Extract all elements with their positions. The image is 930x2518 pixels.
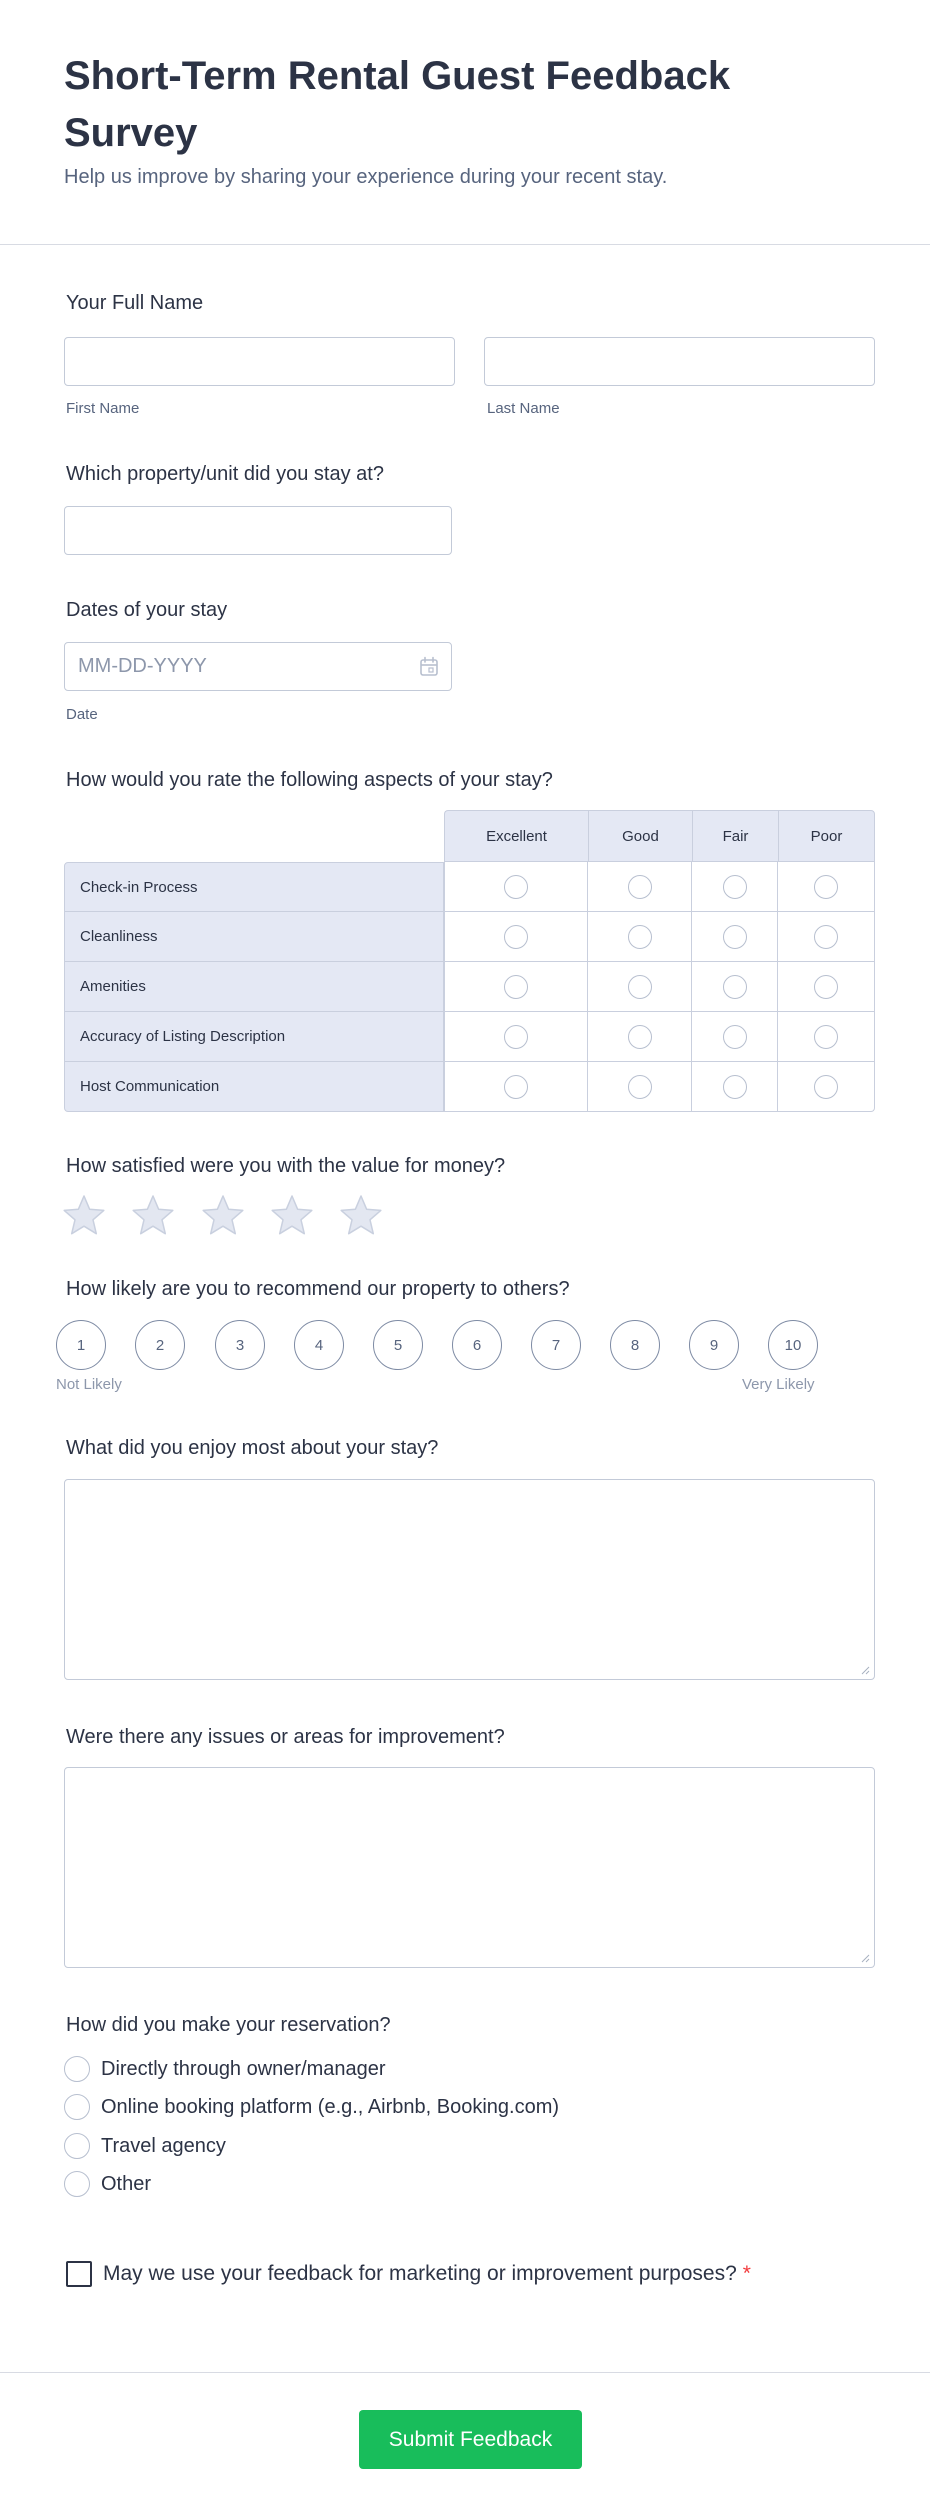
issues-label: Were there any issues or areas for improvement? [66, 1726, 505, 1748]
matrix-cell [588, 862, 692, 912]
footer-divider [0, 2372, 930, 2373]
matrix-cell [588, 1062, 692, 1112]
matrix-radio-good[interactable] [628, 1075, 652, 1099]
date-sublabel: Date [66, 706, 98, 723]
property-input[interactable] [64, 506, 452, 555]
required-mark: * [742, 2262, 751, 2285]
matrix-radio-fair[interactable] [723, 975, 747, 999]
date-placeholder: MM-DD-YYYY [78, 655, 207, 677]
star-icon[interactable] [339, 1194, 383, 1236]
first-name-sublabel: First Name [66, 400, 140, 417]
option-label: Online booking platform (e.g., Airbnb, Booking.com) [101, 2096, 560, 2118]
matrix-cell [588, 1012, 692, 1062]
scale-option-6[interactable]: 6 [452, 1320, 502, 1370]
matrix-radio-poor[interactable] [814, 1025, 838, 1049]
matrix-row-label: Accuracy of Listing Description [64, 1012, 444, 1062]
reservation-label: How did you make your reservation? [66, 2014, 391, 2036]
scale-option-3[interactable]: 3 [215, 1320, 265, 1370]
scale-option-4[interactable]: 4 [294, 1320, 344, 1370]
star-icon[interactable] [62, 1194, 106, 1236]
matrix-cell [778, 1062, 875, 1112]
scale-option-2[interactable]: 2 [135, 1320, 185, 1370]
matrix-row-listing-accuracy [64, 1012, 875, 1062]
matrix-radio-poor[interactable] [814, 1075, 838, 1099]
enjoy-textarea[interactable] [64, 1479, 875, 1680]
matrix-radio-excellent[interactable] [504, 975, 528, 999]
matrix-radio-good[interactable] [628, 1025, 652, 1049]
scale-high-label: Very Likely [742, 1376, 815, 1393]
matrix-radio-fair[interactable] [723, 1025, 747, 1049]
matrix-cell [444, 962, 588, 1012]
matrix-row-amenities [64, 962, 875, 1012]
matrix-radio-fair[interactable] [723, 875, 747, 899]
matrix-row-label: Amenities [64, 962, 444, 1012]
matrix-radio-poor[interactable] [814, 925, 838, 949]
matrix-cell [444, 912, 588, 962]
enjoy-label: What did you enjoy most about your stay? [66, 1437, 439, 1459]
property-label: Which property/unit did you stay at? [66, 463, 384, 485]
matrix-radio-good[interactable] [628, 875, 652, 899]
matrix-cell [692, 962, 778, 1012]
radio-button[interactable] [64, 2094, 90, 2120]
matrix-row-label: Cleanliness [64, 912, 444, 962]
matrix-radio-good[interactable] [628, 975, 652, 999]
matrix-radio-excellent[interactable] [504, 1075, 528, 1099]
star-icon[interactable] [270, 1194, 314, 1236]
matrix-cell [692, 1062, 778, 1112]
consent-checkbox[interactable] [66, 2261, 92, 2287]
first-name-input[interactable] [64, 337, 455, 386]
recommend-label: How likely are you to recommend our property to others? [66, 1278, 570, 1300]
matrix-cell [692, 912, 778, 962]
scale-low-label: Not Likely [56, 1376, 122, 1393]
matrix-radio-excellent[interactable] [504, 925, 528, 949]
radio-button[interactable] [64, 2133, 90, 2159]
matrix-radio-fair[interactable] [723, 925, 747, 949]
matrix-cell [444, 1062, 588, 1112]
submit-button[interactable]: Submit Feedback [359, 2410, 582, 2469]
matrix-column-fair: Fair [692, 810, 778, 862]
value-rating-label: How satisfied were you with the value for money? [66, 1155, 506, 1177]
matrix-row-host-communication [64, 1062, 875, 1112]
scale-option-1[interactable]: 1 [56, 1320, 106, 1370]
matrix-row-label: Host Communication [64, 1062, 444, 1112]
matrix-cell [692, 1012, 778, 1062]
rating-matrix [64, 810, 875, 1110]
resize-grip-icon[interactable] [860, 1953, 870, 1963]
form-title: Short-Term Rental Guest Feedback Survey [64, 54, 731, 155]
date-input[interactable] [64, 642, 452, 691]
last-name-input[interactable] [484, 337, 875, 386]
matrix-cell [444, 862, 588, 912]
matrix-cell [588, 912, 692, 962]
scale-option-5[interactable]: 5 [373, 1320, 423, 1370]
form-header [0, 0, 930, 245]
matrix-column-poor: Poor [778, 810, 875, 862]
resize-grip-icon[interactable] [860, 1665, 870, 1675]
stay-dates-label: Dates of your stay [66, 599, 228, 621]
matrix-radio-excellent[interactable] [504, 875, 528, 899]
form-subtitle: Help us improve by sharing your experience during your recent stay. [64, 166, 668, 188]
matrix-column-excellent: Excellent [444, 810, 588, 862]
matrix-row-cleanliness [64, 912, 875, 962]
last-name-sublabel: Last Name [487, 400, 560, 417]
matrix-column-good: Good [588, 810, 692, 862]
matrix-radio-fair[interactable] [723, 1075, 747, 1099]
matrix-row-check-in [64, 862, 875, 912]
full-name-label: Your Full Name [66, 292, 204, 314]
scale-option-8[interactable]: 8 [610, 1320, 660, 1370]
consent-label: May we use your feedback for marketing or improvement purposes? [103, 2262, 737, 2285]
matrix-cell [588, 962, 692, 1012]
rating-matrix-label: How would you rate the following aspects of your stay? [66, 769, 553, 791]
scale-option-9[interactable]: 9 [689, 1320, 739, 1370]
option-label: Travel agency [101, 2135, 226, 2157]
matrix-cell [778, 862, 875, 912]
radio-button[interactable] [64, 2056, 90, 2082]
matrix-cell [778, 1012, 875, 1062]
scale-option-10[interactable]: 10 [768, 1320, 818, 1370]
star-icon[interactable] [201, 1194, 245, 1236]
consent-label-wrap [103, 2262, 751, 2286]
radio-button[interactable] [64, 2171, 90, 2197]
scale-option-7[interactable]: 7 [531, 1320, 581, 1370]
matrix-header-row [64, 810, 875, 862]
matrix-cell [778, 962, 875, 1012]
calendar-icon[interactable] [419, 656, 439, 678]
matrix-cell [444, 1012, 588, 1062]
matrix-radio-poor[interactable] [814, 975, 838, 999]
matrix-radio-excellent[interactable] [504, 1025, 528, 1049]
option-label: Directly through owner/manager [101, 2058, 386, 2080]
issues-textarea[interactable] [64, 1767, 875, 1968]
matrix-row-label: Check-in Process [64, 862, 444, 912]
matrix-cell [778, 912, 875, 962]
matrix-radio-poor[interactable] [814, 875, 838, 899]
option-label: Other [101, 2173, 152, 2195]
star-icon[interactable] [131, 1194, 175, 1236]
matrix-cell [692, 862, 778, 912]
matrix-radio-good[interactable] [628, 925, 652, 949]
